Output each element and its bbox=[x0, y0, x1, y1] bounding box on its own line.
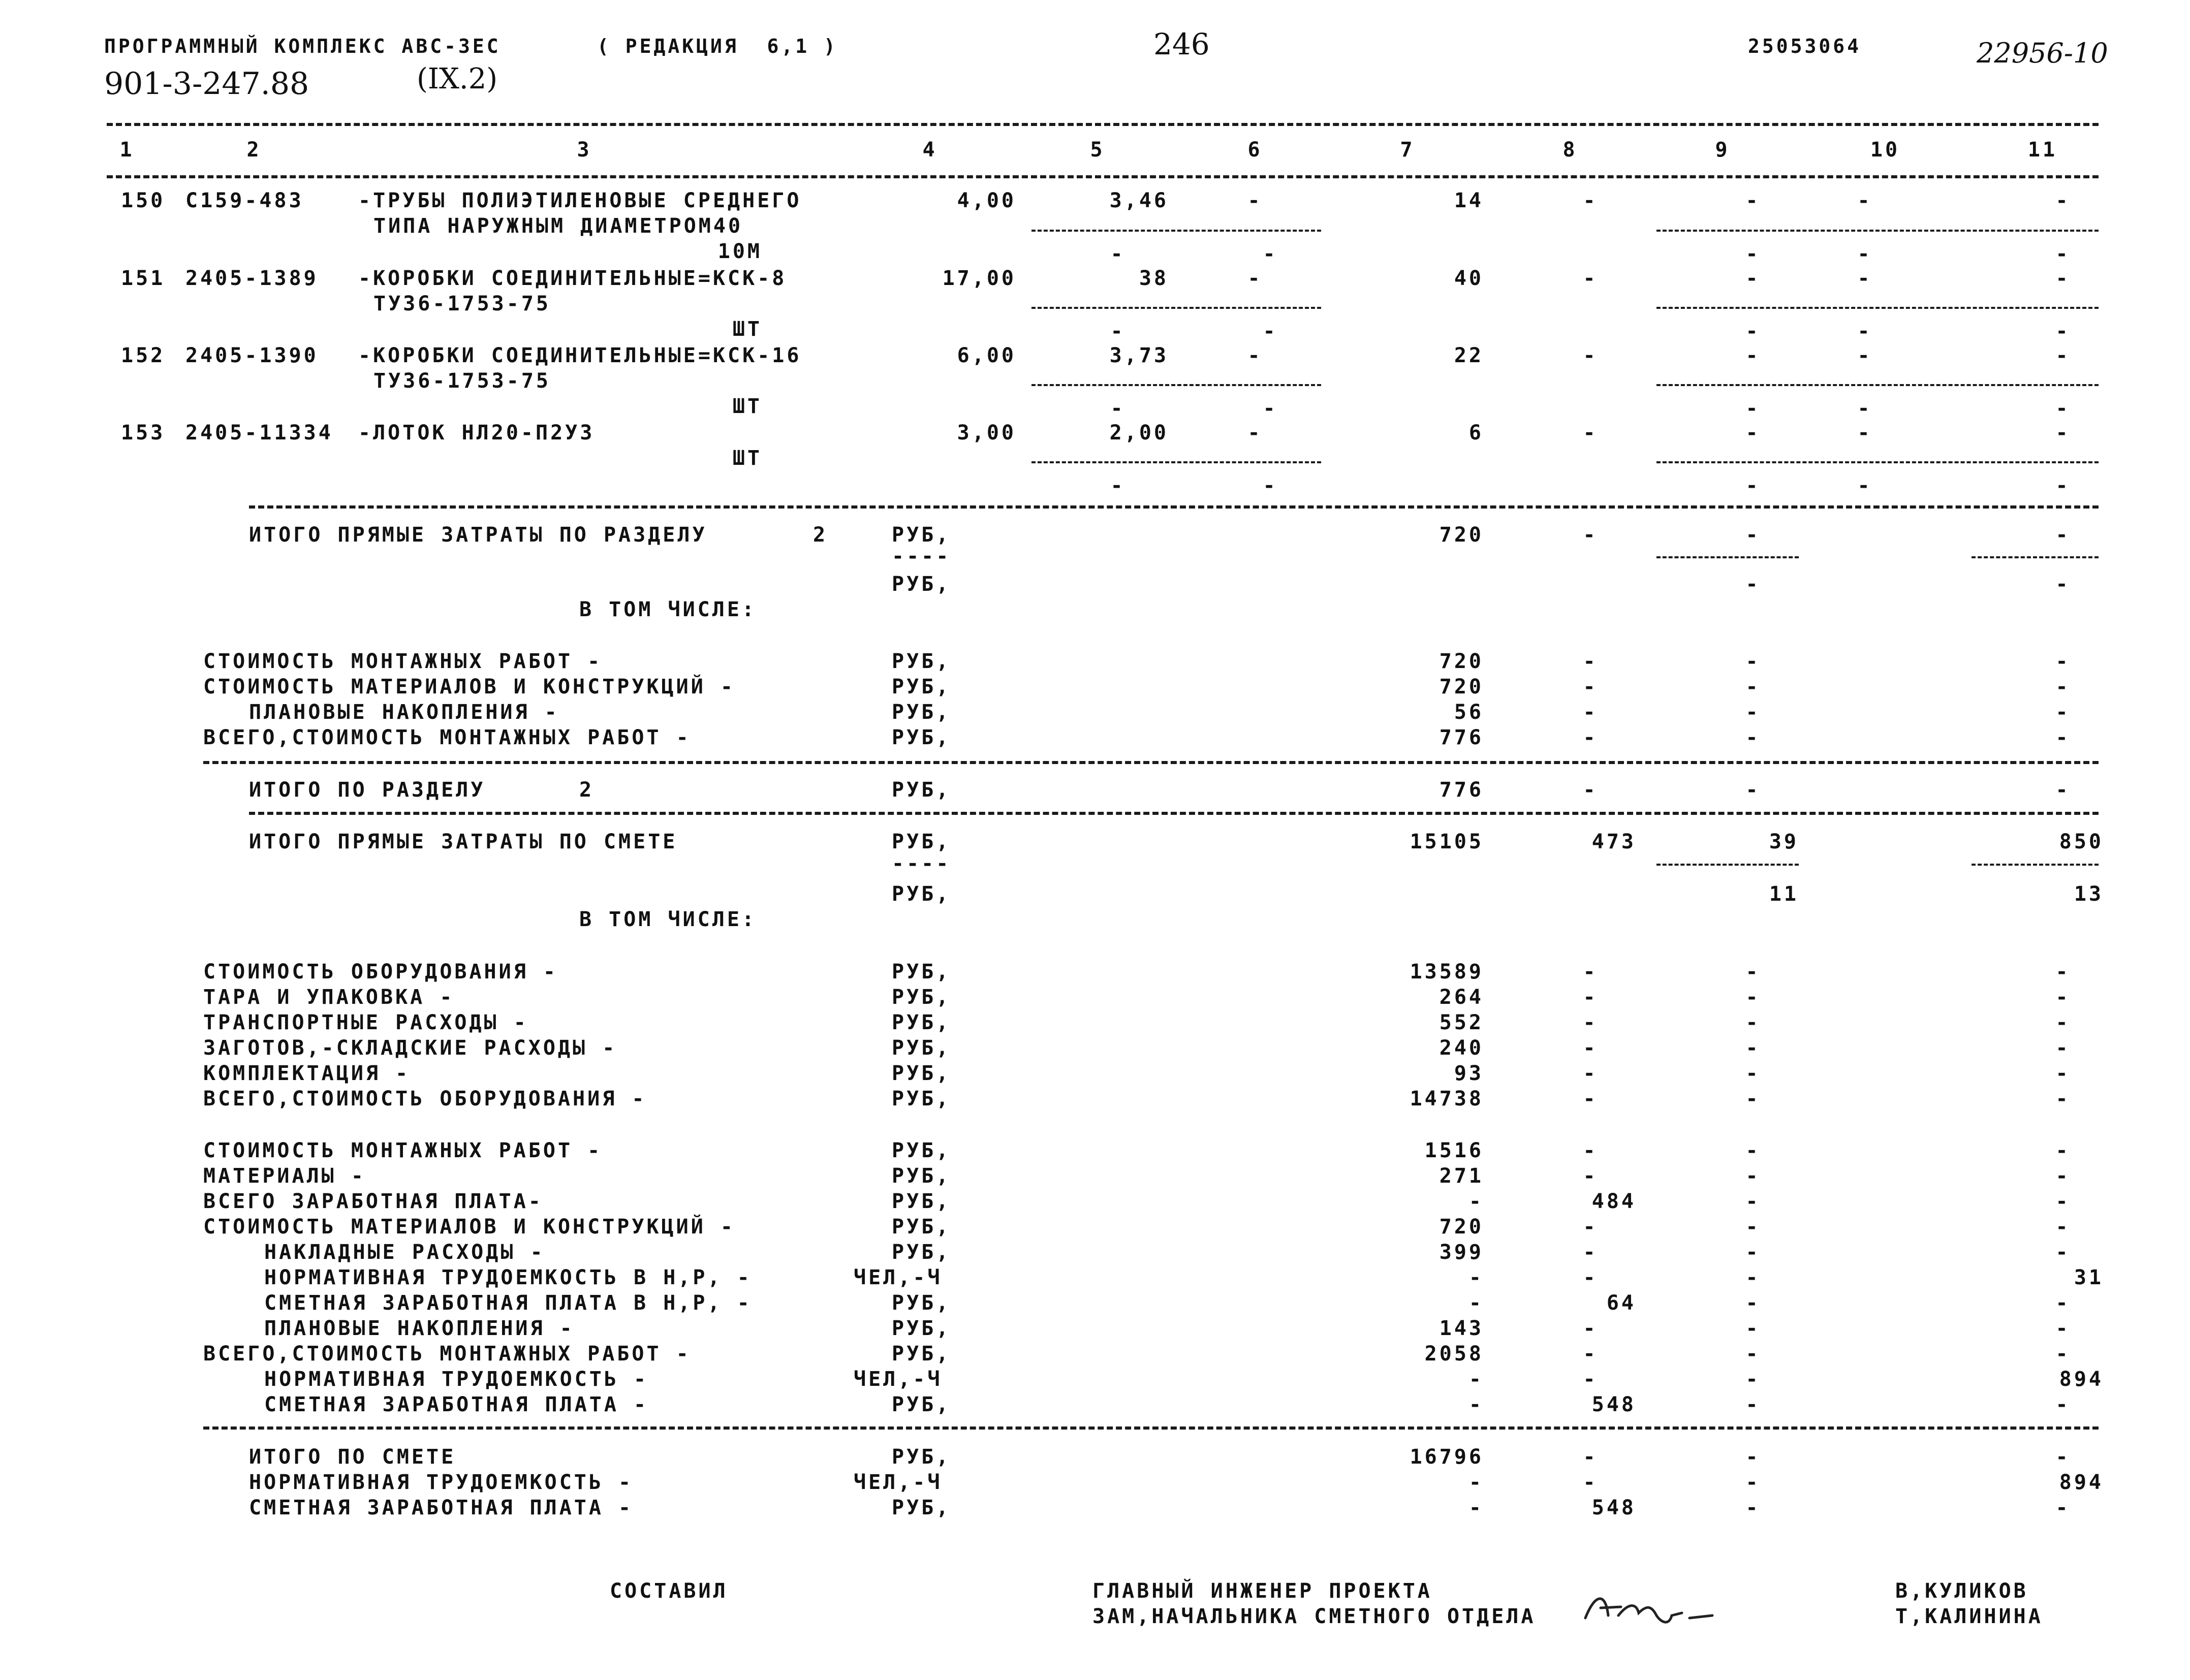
row-col10: - bbox=[1857, 189, 1872, 212]
summary-col9: - bbox=[1745, 1164, 1761, 1188]
row-col8: - bbox=[1583, 421, 1598, 445]
summary-col11: - bbox=[2055, 1190, 2071, 1213]
summary-label: МАТЕРИАЛЫ - bbox=[203, 1164, 366, 1188]
summary-unit: РУБ, bbox=[892, 1062, 951, 1085]
summary-value: 143 bbox=[1439, 1317, 1484, 1340]
row-quantity: 3,00 bbox=[957, 421, 1016, 445]
row-col11-sub: - bbox=[2055, 397, 2071, 420]
summary-unit: РУБ, bbox=[892, 1215, 951, 1239]
summary-label: ВСЕГО ЗАРАБОТНАЯ ПЛАТА- bbox=[203, 1190, 543, 1213]
column-number: 2 bbox=[246, 138, 262, 162]
row-col8: - bbox=[1583, 267, 1598, 290]
column-number: 10 bbox=[1870, 138, 1900, 162]
row-col11: - bbox=[2055, 189, 2071, 212]
summary-value: - bbox=[1468, 1190, 1484, 1213]
summary-col11: 31 bbox=[2074, 1266, 2104, 1289]
summary-col9: - bbox=[1745, 1036, 1761, 1060]
summary-col9: - bbox=[1745, 701, 1761, 724]
compiled-by-label: СОСТАВИЛ bbox=[610, 1579, 728, 1603]
summary-label: НОРМАТИВНАЯ ТРУДОЕМКОСТЬ - bbox=[249, 1471, 634, 1494]
summary-label: НОРМАТИВНАЯ ТРУДОЕМКОСТЬ - bbox=[264, 1368, 649, 1391]
summary-col11: - bbox=[2055, 1011, 2071, 1034]
unit-rub: РУБ, bbox=[892, 573, 951, 596]
summary-col8: - bbox=[1583, 1317, 1598, 1340]
summary-unit: РУБ, bbox=[892, 1241, 951, 1264]
row-unit: ШТ bbox=[732, 395, 762, 418]
summary-unit: РУБ, bbox=[892, 1190, 951, 1213]
summary-col11: - bbox=[2055, 1087, 2071, 1111]
unit-rub: РУБ, bbox=[892, 882, 951, 906]
summary-col11: - bbox=[2055, 1496, 2071, 1519]
summary-label: ИТОГО ПО СМЕТЕ bbox=[249, 1445, 456, 1469]
column-number: 1 bbox=[119, 138, 135, 162]
unit-rub-dashes: ---- bbox=[892, 852, 951, 875]
unit-rub: РУБ, bbox=[892, 778, 951, 802]
summary-col8: - bbox=[1583, 1215, 1598, 1239]
summary-col11: 894 bbox=[2059, 1471, 2104, 1494]
summary-value: 264 bbox=[1439, 986, 1484, 1009]
summary-col11: - bbox=[2055, 1241, 2071, 1264]
section-rule bbox=[249, 505, 2099, 509]
row-col11-sub: - bbox=[2055, 474, 2071, 497]
dash-cell: - bbox=[1745, 523, 1761, 547]
summary-unit: РУБ, bbox=[892, 1496, 951, 1519]
row-col9: - bbox=[1745, 267, 1761, 290]
row-number: 151 bbox=[121, 267, 166, 290]
summary-label: ПЛАНОВЫЕ НАКОПЛЕНИЯ - bbox=[264, 1317, 575, 1340]
summary-unit: РУБ, bbox=[892, 1342, 951, 1366]
summary-col9: - bbox=[1745, 726, 1761, 749]
including-label: В ТОМ ЧИСЛЕ: bbox=[579, 908, 757, 931]
summary-unit: РУБ, bbox=[892, 1445, 951, 1469]
row-col9-sub: - bbox=[1745, 320, 1761, 343]
summary-unit: РУБ, bbox=[892, 1164, 951, 1188]
row-name: -КОРОБКИ СОЕДИНИТЕЛЬНЫЕ=КСК-8 bbox=[358, 267, 787, 290]
summary-col9: - bbox=[1745, 986, 1761, 1009]
dash-cell: - bbox=[2055, 778, 2071, 802]
row-unit: ШТ bbox=[732, 318, 762, 341]
summary-col11: - bbox=[2055, 726, 2071, 749]
summary-label: СМЕТНАЯ ЗАРАБОТНАЯ ПЛАТА - bbox=[264, 1393, 649, 1416]
row-col6: - bbox=[1247, 421, 1263, 445]
summary-label: СТОИМОСТЬ МАТЕРИАЛОВ И КОНСТРУКЦИЙ - bbox=[203, 1215, 735, 1239]
summary-col8: 548 bbox=[1591, 1496, 1636, 1519]
summary-col9: - bbox=[1745, 1368, 1761, 1391]
summary-value: 720 bbox=[1439, 1215, 1484, 1239]
row-col5-sub: - bbox=[1110, 474, 1125, 497]
summary-col11: - bbox=[2055, 1062, 2071, 1085]
row-code: 2405-1390 bbox=[185, 344, 319, 367]
summary-label: СТОИМОСТЬ МОНТАЖНЫХ РАБОТ - bbox=[203, 650, 603, 673]
unit-rub: РУБ, bbox=[892, 523, 951, 547]
section-direct-costs-label: ИТОГО ПРЯМЫЕ ЗАТРАТЫ ПО РАЗДЕЛУ bbox=[249, 523, 707, 547]
table-top-rule bbox=[107, 123, 2099, 126]
row-unit: 10М bbox=[717, 240, 762, 263]
row-col8: - bbox=[1583, 344, 1598, 367]
chief-engineer-label: ГЛАВНЫЙ ИНЖЕНЕР ПРОЕКТА bbox=[1092, 1579, 1432, 1603]
sub-rule bbox=[1972, 864, 2099, 866]
column-number: 8 bbox=[1562, 138, 1578, 162]
summary-col9: - bbox=[1745, 1241, 1761, 1264]
summary-col11: - bbox=[2055, 986, 2071, 1009]
summary-value: 240 bbox=[1439, 1036, 1484, 1060]
dash-cell: - bbox=[1583, 523, 1598, 547]
row-name-continued: ТУ36-1753-75 bbox=[373, 292, 551, 315]
dash-cell: - bbox=[2055, 523, 2071, 547]
document-code: 25053064 bbox=[1748, 35, 1862, 57]
sub-rule bbox=[1972, 556, 2099, 558]
row-col8: - bbox=[1583, 189, 1598, 212]
row-col6: - bbox=[1247, 344, 1263, 367]
summary-unit: РУБ, bbox=[892, 726, 951, 749]
summary-unit: РУБ, bbox=[892, 1011, 951, 1034]
row-col6-sub: - bbox=[1263, 320, 1278, 343]
summary-col9: - bbox=[1745, 1342, 1761, 1366]
summary-col8: - bbox=[1583, 1087, 1598, 1111]
summary-value: - bbox=[1468, 1471, 1484, 1494]
summary-col9: - bbox=[1745, 1471, 1761, 1494]
summary-col11: - bbox=[2055, 1215, 2071, 1239]
summary-col8: - bbox=[1583, 675, 1598, 699]
summary-col11: - bbox=[2055, 1445, 2071, 1469]
summary-unit: РУБ, bbox=[892, 1139, 951, 1162]
row-name-continued: ТУ36-1753-75 bbox=[373, 369, 551, 393]
signature bbox=[1580, 1588, 1733, 1633]
row-sub-rule bbox=[1656, 307, 2099, 309]
row-unit-price: 3,73 bbox=[1109, 344, 1169, 367]
summary-col9: - bbox=[1745, 1266, 1761, 1289]
row-col11-sub: - bbox=[2055, 320, 2071, 343]
summary-col8: - bbox=[1583, 1445, 1598, 1469]
row-unit-price: 3,46 bbox=[1109, 189, 1169, 212]
summary-value: 776 bbox=[1439, 726, 1484, 749]
deputy-head-label: ЗАМ,НАЧАЛЬНИКА СМЕТНОГО ОТДЕЛА bbox=[1092, 1605, 1536, 1628]
row-col9: - bbox=[1745, 189, 1761, 212]
summary-label: НАКЛАДНЫЕ РАСХОДЫ - bbox=[264, 1241, 545, 1264]
project-number: 901-3-247.88 bbox=[104, 66, 309, 102]
summary-col9: - bbox=[1745, 1215, 1761, 1239]
row-sub-rule bbox=[1656, 230, 2099, 232]
summary-value: - bbox=[1468, 1266, 1484, 1289]
estimate-col11-value: 850 bbox=[2059, 830, 2104, 853]
row-col11-sub: - bbox=[2055, 242, 2071, 266]
row-sub-rule bbox=[1031, 461, 1321, 463]
summary-col8: - bbox=[1583, 726, 1598, 749]
summary-value: 13589 bbox=[1410, 960, 1484, 984]
summary-label: ЗАГОТОВ,-СКЛАДСКИЕ РАСХОДЫ - bbox=[203, 1036, 617, 1060]
summary-col11: - bbox=[2055, 960, 2071, 984]
row-col5-sub: - bbox=[1110, 320, 1125, 343]
summary-col8: - bbox=[1583, 1164, 1598, 1188]
summary-col8: - bbox=[1583, 650, 1598, 673]
summary-value: - bbox=[1468, 1496, 1484, 1519]
row-name-continued: ТИПА НАРУЖНЫМ ДИАМЕТРОМ40 bbox=[373, 214, 743, 238]
summary-col8: - bbox=[1583, 1266, 1598, 1289]
row-col6-sub: - bbox=[1263, 242, 1278, 266]
summary-value: 56 bbox=[1454, 701, 1484, 724]
estimate-col9-second: 11 bbox=[1769, 882, 1799, 906]
row-col9: - bbox=[1745, 421, 1761, 445]
summary-col9: - bbox=[1745, 1291, 1761, 1315]
summary-col8: - bbox=[1583, 960, 1598, 984]
summary-unit: РУБ, bbox=[892, 960, 951, 984]
column-number: 5 bbox=[1090, 138, 1105, 162]
summary-unit: РУБ, bbox=[892, 986, 951, 1009]
summary-col9: - bbox=[1745, 1496, 1761, 1519]
summary-col11: - bbox=[2055, 1393, 2071, 1416]
row-col9-sub: - bbox=[1745, 397, 1761, 420]
summary-col11: - bbox=[2055, 675, 2071, 699]
section-code: (IX.2) bbox=[417, 62, 498, 96]
section-rule bbox=[203, 761, 2099, 764]
summary-col8: - bbox=[1583, 1139, 1598, 1162]
dash-cell: - bbox=[1745, 573, 1761, 596]
name-kulikov: В,КУЛИКОВ bbox=[1895, 1579, 2028, 1603]
column-number: 3 bbox=[577, 138, 592, 162]
summary-label: СТОИМОСТЬ МОНТАЖНЫХ РАБОТ - bbox=[203, 1139, 603, 1162]
row-number: 150 bbox=[121, 189, 166, 212]
summary-label: ТАРА И УПАКОВКА - bbox=[203, 986, 455, 1009]
summary-col9: - bbox=[1745, 1445, 1761, 1469]
row-unit: ШТ bbox=[732, 447, 762, 470]
row-number: 153 bbox=[121, 421, 166, 445]
summary-label: НОРМАТИВНАЯ ТРУДОЕМКОСТЬ В Н,Р, - bbox=[264, 1266, 752, 1289]
summary-value: 399 bbox=[1439, 1241, 1484, 1264]
summary-col11: - bbox=[2055, 1036, 2071, 1060]
summary-col8: - bbox=[1583, 986, 1598, 1009]
summary-col11: - bbox=[2055, 1342, 2071, 1366]
row-col9-sub: - bbox=[1745, 242, 1761, 266]
row-quantity: 6,00 bbox=[957, 344, 1016, 367]
summary-col11: - bbox=[2055, 701, 2071, 724]
row-name: -КОРОБКИ СОЕДИНИТЕЛЬНЫЕ=КСК-16 bbox=[358, 344, 802, 367]
row-col10: - bbox=[1857, 267, 1872, 290]
estimate-direct-costs-label: ИТОГО ПРЯМЫЕ ЗАТРАТЫ ПО СМЕТЕ bbox=[249, 830, 678, 853]
estimate-col11-second: 13 bbox=[2074, 882, 2104, 906]
row-col9: - bbox=[1745, 344, 1761, 367]
summary-col9: - bbox=[1745, 1393, 1761, 1416]
row-col11: - bbox=[2055, 421, 2071, 445]
row-unit-price: 2,00 bbox=[1109, 421, 1169, 445]
summary-value: 2058 bbox=[1424, 1342, 1484, 1366]
name-kalinina: Т,КАЛИНИНА bbox=[1895, 1605, 2043, 1628]
column-number: 7 bbox=[1400, 138, 1415, 162]
summary-col11: - bbox=[2055, 1291, 2071, 1315]
row-total: 22 bbox=[1454, 344, 1484, 367]
summary-label: ВСЕГО,СТОИМОСТЬ ОБОРУДОВАНИЯ - bbox=[203, 1087, 647, 1111]
summary-value: 14738 bbox=[1410, 1087, 1484, 1111]
estimate-direct-costs-value: 15105 bbox=[1410, 830, 1484, 853]
summary-col9: - bbox=[1745, 1139, 1761, 1162]
row-col5-sub: - bbox=[1110, 397, 1125, 420]
row-code: 2405-11334 bbox=[185, 421, 333, 445]
summary-col11: - bbox=[2055, 1317, 2071, 1340]
summary-col8: - bbox=[1583, 1368, 1598, 1391]
summary-col8: - bbox=[1583, 1011, 1598, 1034]
dash-cell: - bbox=[2055, 573, 2071, 596]
row-col6: - bbox=[1247, 267, 1263, 290]
summary-col11: 894 bbox=[2059, 1368, 2104, 1391]
page-number: 246 bbox=[1153, 27, 1210, 61]
summary-unit: ЧЕЛ,-Ч bbox=[854, 1471, 943, 1494]
summary-label: СМЕТНАЯ ЗАРАБОТНАЯ ПЛАТА - bbox=[249, 1496, 634, 1519]
archive-number: 22956-10 bbox=[1977, 37, 2108, 69]
estimate-col9-value: 39 bbox=[1769, 830, 1799, 853]
column-number: 9 bbox=[1715, 138, 1730, 162]
row-col6: - bbox=[1247, 189, 1263, 212]
summary-value: 16796 bbox=[1410, 1445, 1484, 1469]
summary-value: 93 bbox=[1454, 1062, 1484, 1085]
summary-col9: - bbox=[1745, 675, 1761, 699]
summary-value: - bbox=[1468, 1393, 1484, 1416]
summary-label: ТРАНСПОРТНЫЕ РАСХОДЫ - bbox=[203, 1011, 528, 1034]
edition-label: ( РЕДАКЦИЯ 6,1 ) bbox=[597, 35, 838, 57]
summary-col9: - bbox=[1745, 960, 1761, 984]
row-name: -ЛОТОК НЛ20-П2УЗ bbox=[358, 421, 595, 445]
summary-col11: - bbox=[2055, 1164, 2071, 1188]
row-name: -ТРУБЫ ПОЛИЭТИЛЕНОВЫЕ СРЕДНЕГО bbox=[358, 189, 802, 212]
summary-label: ВСЕГО,СТОИМОСТЬ МОНТАЖНЫХ РАБОТ - bbox=[203, 726, 691, 749]
row-sub-rule bbox=[1656, 461, 2099, 463]
row-code: 2405-1389 bbox=[185, 267, 319, 290]
row-col5-sub: - bbox=[1110, 242, 1125, 266]
summary-col9: - bbox=[1745, 1317, 1761, 1340]
row-unit-price: 38 bbox=[1139, 267, 1169, 290]
summary-unit: РУБ, bbox=[892, 1087, 951, 1111]
program-title: ПРОГРАММНЫЙ КОМПЛЕКС АВС-ЗЕС bbox=[104, 35, 501, 57]
summary-value: 720 bbox=[1439, 650, 1484, 673]
summary-label: СТОИМОСТЬ ОБОРУДОВАНИЯ - bbox=[203, 960, 558, 984]
row-col10: - bbox=[1857, 421, 1872, 445]
dash-cell: - bbox=[1745, 778, 1761, 802]
summary-label: ВСЕГО,СТОИМОСТЬ МОНТАЖНЫХ РАБОТ - bbox=[203, 1342, 691, 1366]
summary-col8: 548 bbox=[1591, 1393, 1636, 1416]
header-bottom-rule bbox=[107, 175, 2099, 178]
row-col9-sub: - bbox=[1745, 474, 1761, 497]
column-number: 4 bbox=[922, 138, 937, 162]
row-col6-sub: - bbox=[1263, 397, 1278, 420]
summary-unit: РУБ, bbox=[892, 675, 951, 699]
summary-unit: РУБ, bbox=[892, 1291, 951, 1315]
section-number: 2 bbox=[579, 778, 595, 802]
summary-col8: - bbox=[1583, 1062, 1598, 1085]
summary-value: - bbox=[1468, 1291, 1484, 1315]
row-total: 40 bbox=[1454, 267, 1484, 290]
row-col10-sub: - bbox=[1857, 320, 1872, 343]
row-total: 14 bbox=[1454, 189, 1484, 212]
estimate-col8-value: 473 bbox=[1591, 830, 1636, 853]
column-number: 11 bbox=[2027, 138, 2058, 162]
summary-col9: - bbox=[1745, 1190, 1761, 1213]
summary-value: 271 bbox=[1439, 1164, 1484, 1188]
dash-cell: - bbox=[1583, 778, 1598, 802]
row-quantity: 4,00 bbox=[957, 189, 1016, 212]
summary-col9: - bbox=[1745, 1011, 1761, 1034]
row-col11: - bbox=[2055, 267, 2071, 290]
summary-label: ПЛАНОВЫЕ НАКОПЛЕНИЯ - bbox=[249, 701, 559, 724]
summary-col9: - bbox=[1745, 650, 1761, 673]
unit-rub: РУБ, bbox=[892, 830, 951, 853]
summary-col8: - bbox=[1583, 701, 1598, 724]
row-col11: - bbox=[2055, 344, 2071, 367]
summary-unit: ЧЕЛ,-Ч bbox=[854, 1266, 943, 1289]
including-label: В ТОМ ЧИСЛЕ: bbox=[579, 598, 757, 621]
row-number: 152 bbox=[121, 344, 166, 367]
row-col6-sub: - bbox=[1263, 474, 1278, 497]
section-total-value: 776 bbox=[1439, 778, 1484, 802]
summary-unit: РУБ, bbox=[892, 1036, 951, 1060]
unit-rub-dashes: ---- bbox=[892, 545, 951, 568]
summary-value: - bbox=[1468, 1368, 1484, 1391]
row-sub-rule bbox=[1031, 230, 1321, 232]
row-quantity: 17,00 bbox=[942, 267, 1016, 290]
summary-label: СМЕТНАЯ ЗАРАБОТНАЯ ПЛАТА В Н,Р, - bbox=[264, 1291, 752, 1315]
summary-col8: - bbox=[1583, 1036, 1598, 1060]
summary-label: СТОИМОСТЬ МАТЕРИАЛОВ И КОНСТРУКЦИЙ - bbox=[203, 675, 735, 699]
section-direct-costs-value: 720 bbox=[1439, 523, 1484, 547]
summary-col8: - bbox=[1583, 1471, 1598, 1494]
summary-label: КОМПЛЕКТАЦИЯ - bbox=[203, 1062, 411, 1085]
summary-unit: РУБ, bbox=[892, 650, 951, 673]
row-sub-rule bbox=[1656, 384, 2099, 386]
row-code: С159-483 bbox=[185, 189, 304, 212]
summary-unit: РУБ, bbox=[892, 1317, 951, 1340]
summary-col8: - bbox=[1583, 1241, 1598, 1264]
summary-value: 1516 bbox=[1424, 1139, 1484, 1162]
summary-col8: 484 bbox=[1591, 1190, 1636, 1213]
column-number: 6 bbox=[1247, 138, 1263, 162]
section-rule bbox=[249, 812, 2099, 815]
summary-unit: ЧЕЛ,-Ч bbox=[854, 1368, 943, 1391]
row-col10-sub: - bbox=[1857, 397, 1872, 420]
row-sub-rule bbox=[1031, 384, 1321, 386]
summary-value: 552 bbox=[1439, 1011, 1484, 1034]
summary-col11: - bbox=[2055, 1139, 2071, 1162]
sub-rule bbox=[1656, 556, 1799, 558]
row-col10-sub: - bbox=[1857, 474, 1872, 497]
section-total-label: ИТОГО ПО РАЗДЕЛУ bbox=[249, 778, 486, 802]
summary-value: 720 bbox=[1439, 675, 1484, 699]
row-col10: - bbox=[1857, 344, 1872, 367]
summary-col8: - bbox=[1583, 1342, 1598, 1366]
summary-unit: РУБ, bbox=[892, 701, 951, 724]
summary-col8: 64 bbox=[1606, 1291, 1636, 1315]
row-sub-rule bbox=[1031, 307, 1321, 309]
summary-unit: РУБ, bbox=[892, 1393, 951, 1416]
summary-col11: - bbox=[2055, 650, 2071, 673]
row-col10-sub: - bbox=[1857, 242, 1872, 266]
summary-col9: - bbox=[1745, 1087, 1761, 1111]
row-total: 6 bbox=[1468, 421, 1484, 445]
section-number: 2 bbox=[813, 523, 828, 547]
section-rule bbox=[203, 1427, 2099, 1430]
sub-rule bbox=[1656, 864, 1799, 866]
summary-col9: - bbox=[1745, 1062, 1761, 1085]
